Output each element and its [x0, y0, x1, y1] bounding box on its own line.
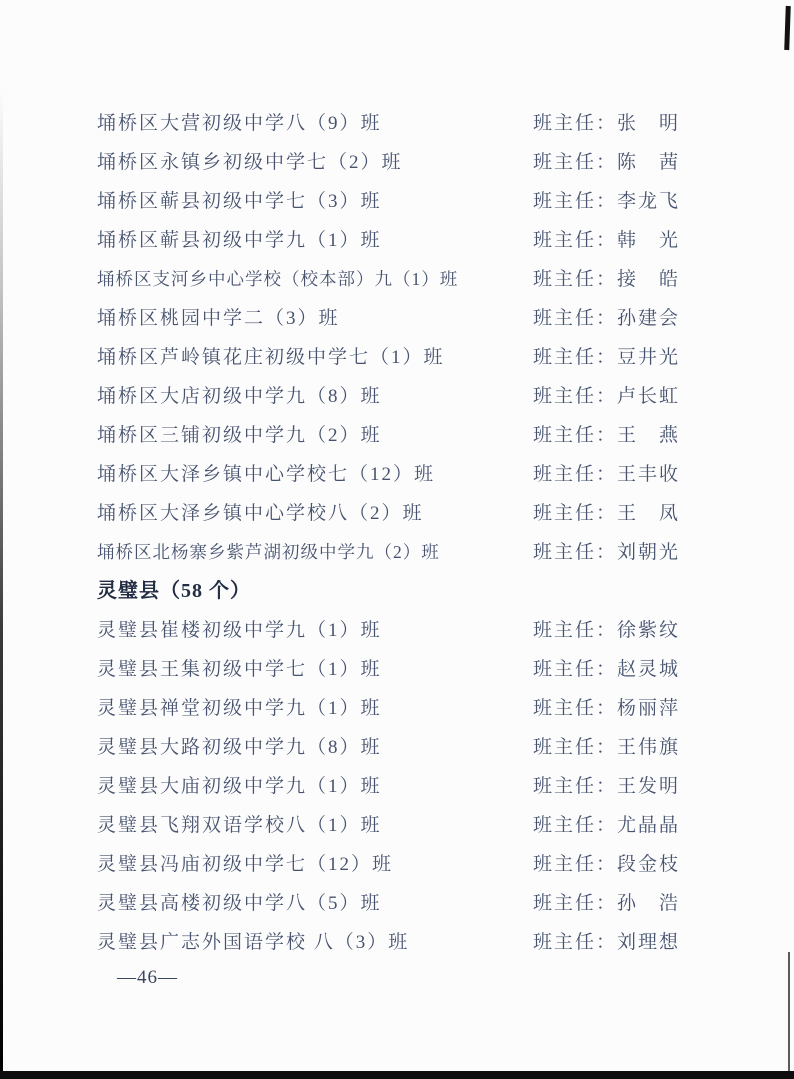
class-name: 埇桥区永镇乡初级中学七（2）班: [97, 152, 403, 173]
teacher-cell: [533, 884, 680, 923]
class-row: [97, 494, 767, 533]
class-row: [97, 650, 767, 689]
scan-edge-left: [0, 90, 3, 1071]
teacher-name: 张 明: [617, 113, 681, 134]
teacher-name: 王发明: [617, 776, 681, 797]
class-name: 灵璧县飞翔双语学校八（1）班: [97, 815, 382, 836]
scan-mark-top-right: [784, 6, 791, 50]
teacher-cell: [533, 806, 680, 845]
class-row: [97, 260, 767, 299]
teacher-label: 班主任：: [533, 269, 618, 290]
teacher-label: 班主任：: [533, 854, 618, 875]
class-row: [97, 728, 767, 767]
class-row: [97, 767, 767, 806]
class-row: [97, 689, 767, 728]
teacher-label: 班主任：: [533, 620, 618, 641]
class-row: [97, 182, 767, 221]
section-heading-row: [97, 572, 767, 611]
class-name: 灵璧县王集初级中学七（1）班: [97, 659, 382, 680]
teacher-cell: [533, 182, 680, 221]
teacher-name: 王 凤: [617, 503, 681, 524]
class-name: 灵璧县冯庙初级中学七（12）班: [97, 854, 394, 875]
teacher-name: 孙建会: [617, 308, 681, 329]
class-name: 埇桥区桃园中学二（3）班: [97, 308, 340, 329]
class-name: 埇桥区蕲县初级中学九（1）班: [97, 230, 382, 251]
teacher-name: 段金枝: [617, 854, 681, 875]
class-row: [97, 455, 767, 494]
teacher-cell: [533, 494, 680, 533]
teacher-cell: [533, 299, 680, 338]
class-name: 灵璧县大路初级中学九（8）班: [97, 737, 382, 758]
teacher-cell: [533, 221, 680, 260]
teacher-name: 徐紫纹: [617, 620, 681, 641]
teacher-cell: [533, 416, 680, 455]
section-heading-lingbi: 灵璧县（58 个）: [97, 580, 251, 602]
scan-edge-right: [788, 952, 790, 1071]
class-name: 埇桥区北杨寨乡紫芦湖初级中学九（2）班: [97, 542, 440, 562]
teacher-cell: [533, 533, 680, 572]
teacher-cell: [533, 143, 680, 182]
teacher-label: 班主任：: [533, 425, 618, 446]
page-number: —46—: [117, 967, 178, 988]
teacher-name: 刘朝光: [617, 542, 681, 563]
class-name: 埇桥区支河乡中心学校（校本部）九（1）班: [97, 269, 459, 289]
teacher-label: 班主任：: [533, 542, 618, 563]
class-name: 埇桥区大泽乡镇中心学校八（2）班: [97, 503, 424, 524]
teacher-cell: [533, 728, 680, 767]
class-row: [97, 923, 767, 962]
class-name: 埇桥区芦岭镇花庄初级中学七（1）班: [97, 347, 445, 368]
teacher-name: 刘理想: [617, 932, 681, 953]
class-row: [97, 377, 767, 416]
teacher-label: 班主任：: [533, 893, 618, 914]
teacher-label: 班主任：: [533, 230, 618, 251]
class-row: [97, 533, 767, 572]
teacher-cell: [533, 689, 680, 728]
class-name: 埇桥区蕲县初级中学七（3）班: [97, 191, 382, 212]
class-name: 灵璧县高楼初级中学八（5）班: [97, 893, 382, 914]
teacher-cell: [533, 767, 680, 806]
teacher-name: 接 皓: [617, 269, 681, 290]
teacher-cell: [533, 923, 680, 962]
class-name: 埇桥区大泽乡镇中心学校七（12）班: [97, 464, 436, 485]
teacher-name: 王 燕: [617, 425, 681, 446]
teacher-label: 班主任：: [533, 932, 618, 953]
teacher-label: 班主任：: [533, 737, 618, 758]
teacher-cell: [533, 455, 680, 494]
teacher-label: 班主任：: [533, 347, 618, 368]
teacher-cell: [533, 260, 680, 299]
teacher-name: 豆井光: [617, 347, 681, 368]
class-row: [97, 884, 767, 923]
teacher-label: 班主任：: [533, 308, 618, 329]
teacher-name: 卢长虹: [617, 386, 681, 407]
class-name: 埇桥区大店初级中学九（8）班: [97, 386, 382, 407]
document-body: [97, 104, 767, 962]
teacher-cell: [533, 845, 680, 884]
teacher-label: 班主任：: [533, 503, 618, 524]
teacher-cell: [533, 377, 680, 416]
teacher-name: 尤晶晶: [617, 815, 681, 836]
teacher-name: 韩 光: [617, 230, 681, 251]
class-name: 灵璧县禅堂初级中学九（1）班: [97, 698, 382, 719]
teacher-label: 班主任：: [533, 659, 618, 680]
teacher-label: 班主任：: [533, 386, 618, 407]
scan-edge-bottom: [0, 1071, 794, 1079]
class-name: 灵璧县广志外国语学校 八（3）班: [97, 932, 410, 953]
teacher-name: 王丰收: [617, 464, 681, 485]
class-row: [97, 143, 767, 182]
class-name: 埇桥区三铺初级中学九（2）班: [97, 425, 382, 446]
class-row: [97, 806, 767, 845]
teacher-cell: [533, 650, 680, 689]
teacher-cell: [533, 104, 680, 143]
teacher-label: 班主任：: [533, 152, 618, 173]
teacher-label: 班主任：: [533, 776, 618, 797]
class-row: [97, 338, 767, 377]
teacher-name: 杨丽萍: [617, 698, 681, 719]
class-row: [97, 845, 767, 884]
teacher-name: 孙 浩: [617, 893, 681, 914]
teacher-label: 班主任：: [533, 191, 618, 212]
teacher-name: 陈 茜: [617, 152, 681, 173]
class-row: [97, 611, 767, 650]
teacher-name: 赵灵城: [617, 659, 681, 680]
teacher-name: 李龙飞: [617, 191, 681, 212]
class-name: 埇桥区大营初级中学八（9）班: [97, 113, 382, 134]
class-row: [97, 299, 767, 338]
class-row: [97, 416, 767, 455]
teacher-label: 班主任：: [533, 464, 618, 485]
teacher-label: 班主任：: [533, 113, 618, 134]
teacher-label: 班主任：: [533, 815, 618, 836]
class-row: [97, 221, 767, 260]
class-name: 灵璧县崔楼初级中学九（1）班: [97, 620, 382, 641]
teacher-cell: [533, 338, 680, 377]
class-name: 灵璧县大庙初级中学九（1）班: [97, 776, 382, 797]
teacher-label: 班主任：: [533, 698, 618, 719]
teacher-name: 王伟旗: [617, 737, 681, 758]
class-row: [97, 104, 767, 143]
teacher-cell: [533, 611, 680, 650]
